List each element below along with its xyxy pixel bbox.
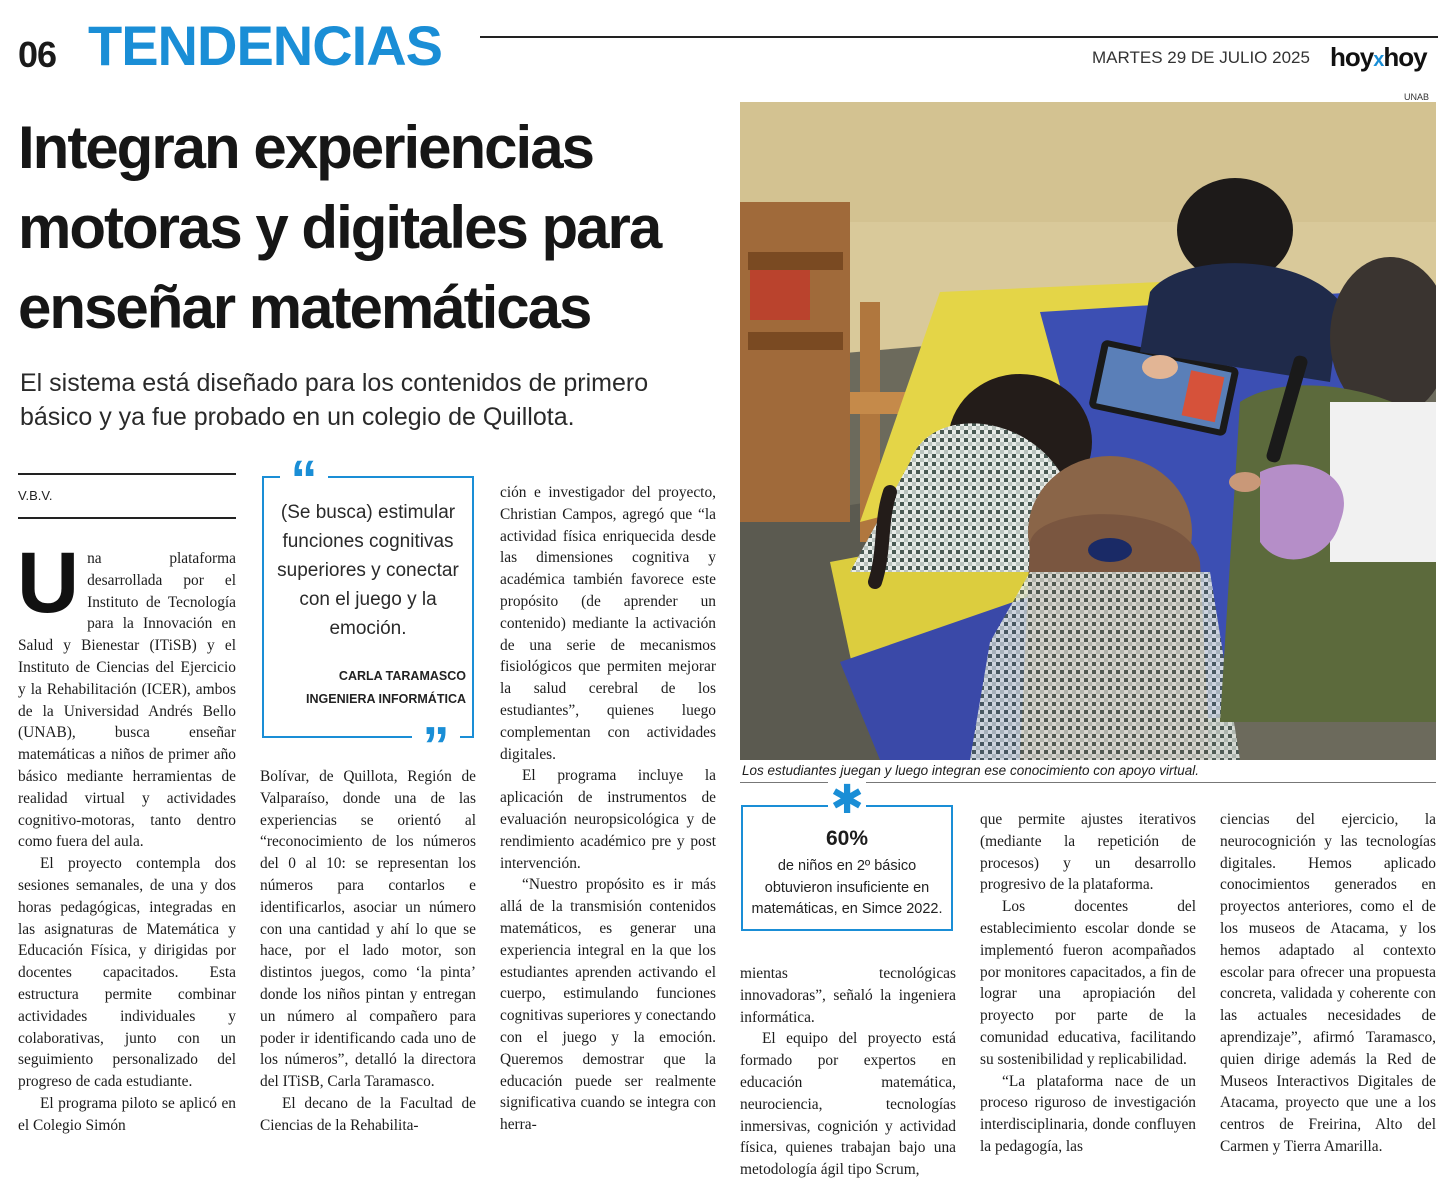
body-paragraph: El proyecto contempla dos sesiones semanales, de una y dos horas pedagógicas, integradas en las asignaturas de Matemática y Educación Física, y dirigidas por docentes capacitados. Esta estructura permite combinar actividades individuales y colaborativas, junto con un seguimiento personalizado del progreso de cada estudiante. xyxy=(18,855,236,1091)
drop-cap: U xyxy=(17,535,80,631)
article-column-6 xyxy=(1220,809,1436,1158)
article-photo xyxy=(740,102,1436,760)
body-paragraph: que permite ajustes iterativos (mediante la repetición de procesos) y un desarrollo progresivo de la plataforma. xyxy=(980,811,1196,894)
byline-top-rule xyxy=(18,473,236,475)
article-column-4 xyxy=(740,963,956,1181)
body-paragraph: mientas tecnológicas innovadoras”, señaló la ingeniera informática. xyxy=(740,965,956,1026)
page-number: 06 xyxy=(18,34,57,75)
photo-caption: Los estudiantes juegan y luego integran ese conocimiento con apoyo virtual. xyxy=(742,763,1200,778)
body-paragraph: “Nuestro propósito es ir más allá de la transmisión contenidos matemáticos, es generar una experiencia integral en la que los estudiantes aprenden activando el cuerpo, estimulando funciones cognitivas superiores y conectando con el juego y la emoción. Queremos demostrar que la educación puede ser realmente significativa cuando se integra con herra- xyxy=(500,876,716,1134)
body-paragraph: Los docentes del establecimiento escolar donde se implementó fueron acompañados por monitores capacitados, a fin de lograr una apropiación del proyecto por parte de la comunidad educativa, facilitando su sostenibilidad y replicabilidad. xyxy=(980,898,1196,1068)
close-quote-icon: ” xyxy=(412,718,460,754)
body-paragraph: El decano de la Facultad de Ciencias de la Rehabilita- xyxy=(260,1094,476,1134)
pull-quote-text: (Se busca) estimular funciones cognitivas superiores y conectar con el juego y la emoción. xyxy=(277,502,459,639)
stat-value: 60% xyxy=(825,827,869,850)
body-paragraph: “La plataforma nace de un proceso riguroso de investigación interdisciplinaria, donde confluyen la pedagogía, las xyxy=(980,1072,1196,1155)
body-paragraph: El equipo del proyecto está formado por expertos en educación matemática, neurociencia, tecnologías inmersivas, cognición y actividad física, quienes trabajan bajo una metodología ágil tipo Scrum, xyxy=(740,1030,956,1179)
byline-bottom-rule xyxy=(18,517,236,519)
logo-word-left: hoy xyxy=(1330,42,1374,72)
quote-author-role: INGENIERA INFORMÁTICA xyxy=(306,692,466,706)
article-column-5 xyxy=(980,809,1196,1158)
body-paragraph: El programa piloto se aplicó en el Colegio Simón xyxy=(18,1094,236,1134)
photo-credit: UNAB xyxy=(1404,92,1430,102)
body-paragraph: El programa incluye la aplicación de instrumentos de evaluación neuropsicológica y de rendimiento académico pre y post intervención. xyxy=(500,767,716,872)
stat-description: de niños en 2º básico obtuvieron insuficiente en matemáticas, en Simce 2022. xyxy=(751,858,943,917)
lead-paragraph-text: na plataforma desarrollada por el Instituto de Tecnología para la Innovación en Salud y Bienestar (ITiSB) y el Instituto de Ciencias del Ejercicio y la Rehabilitación (ICER), ambos de la Universidad Andrés Bello (UNAB), busca enseñar matemáticas a niños de primer año básico mediante herramientas de realidad virtual y actividades cognitivo-motoras, tanto dentro como fuera del aula. xyxy=(18,550,236,851)
article-column-1 xyxy=(17,535,236,1137)
article-column-3 xyxy=(500,482,716,1136)
open-quote-icon: “ xyxy=(280,452,328,488)
newspaper-logo xyxy=(1330,42,1427,73)
logo-x-mark: x xyxy=(1373,49,1384,71)
article-deck: El sistema está diseñado para los contenidos de primero básico y ya fue probado en un colegio de Quillota. xyxy=(20,369,649,431)
body-paragraph: Bolívar, de Quillota, Región de Valparaíso, donde una de las experiencias se orientó al “reconocimiento de los números del 0 al 10: se representan los números para contarlos e identificarlos, asociar un número con una cantidad y ahí lo que se hace, por el lado motor, son distintos juegos, como ‘la pinta’ donde los niños pintan y entregan un número al compañero para poder ir identificando cada uno de los números”, detalló la directora del ITiSB, Carla Taramasco. xyxy=(260,768,476,1091)
classroom-photo-illustration xyxy=(740,102,1436,760)
pull-quote-attribution xyxy=(266,665,466,711)
section-title: TENDENCIAS xyxy=(88,14,443,77)
quote-author-name: CARLA TARAMASCO xyxy=(338,669,466,683)
logo-word-right: hoy xyxy=(1383,42,1427,72)
issue-date: MARTES 29 DE JULIO 2025 xyxy=(1092,48,1310,67)
article-column-2 xyxy=(260,766,476,1137)
asterisk-icon: ✱ xyxy=(828,780,866,820)
byline: V.B.V. xyxy=(18,488,53,503)
body-paragraph: ciencias del ejercicio, la neurocognición y las tecnologías digitales. Hemos aplicado conocimientos generados en proyectos anteriores, como el de los museos de Atacama, y los hemos adaptado al contexto escolar para ofrecer una propuesta concreta, validada y coherente con las actuales necesidades de aprendizaje”, afirmó Taramasco, quien dirige además la Red de Museos Interactivos Digitales de Atacama, proyecto que une a los centros de Freirina, Alto del Carmen y Tierra Amarilla. xyxy=(1220,811,1436,1155)
lead-paragraph xyxy=(17,535,236,853)
header-divider xyxy=(480,36,1438,38)
article-headline: Integran experiencias motoras y digitales para enseñar matemáticas xyxy=(18,114,661,341)
body-paragraph: ción e investigador del proyecto, Christian Campos, agregó que “la actividad física enriquecida desde las dimensiones cognitiva y académica también favorece este propósito (de aprender un contenido) mediante la activación de una serie de mecanismos fisiológicos que permiten mejorar la salud cerebral de los estudiantes”, quienes luego complementan con actividades digitales. xyxy=(500,484,716,763)
